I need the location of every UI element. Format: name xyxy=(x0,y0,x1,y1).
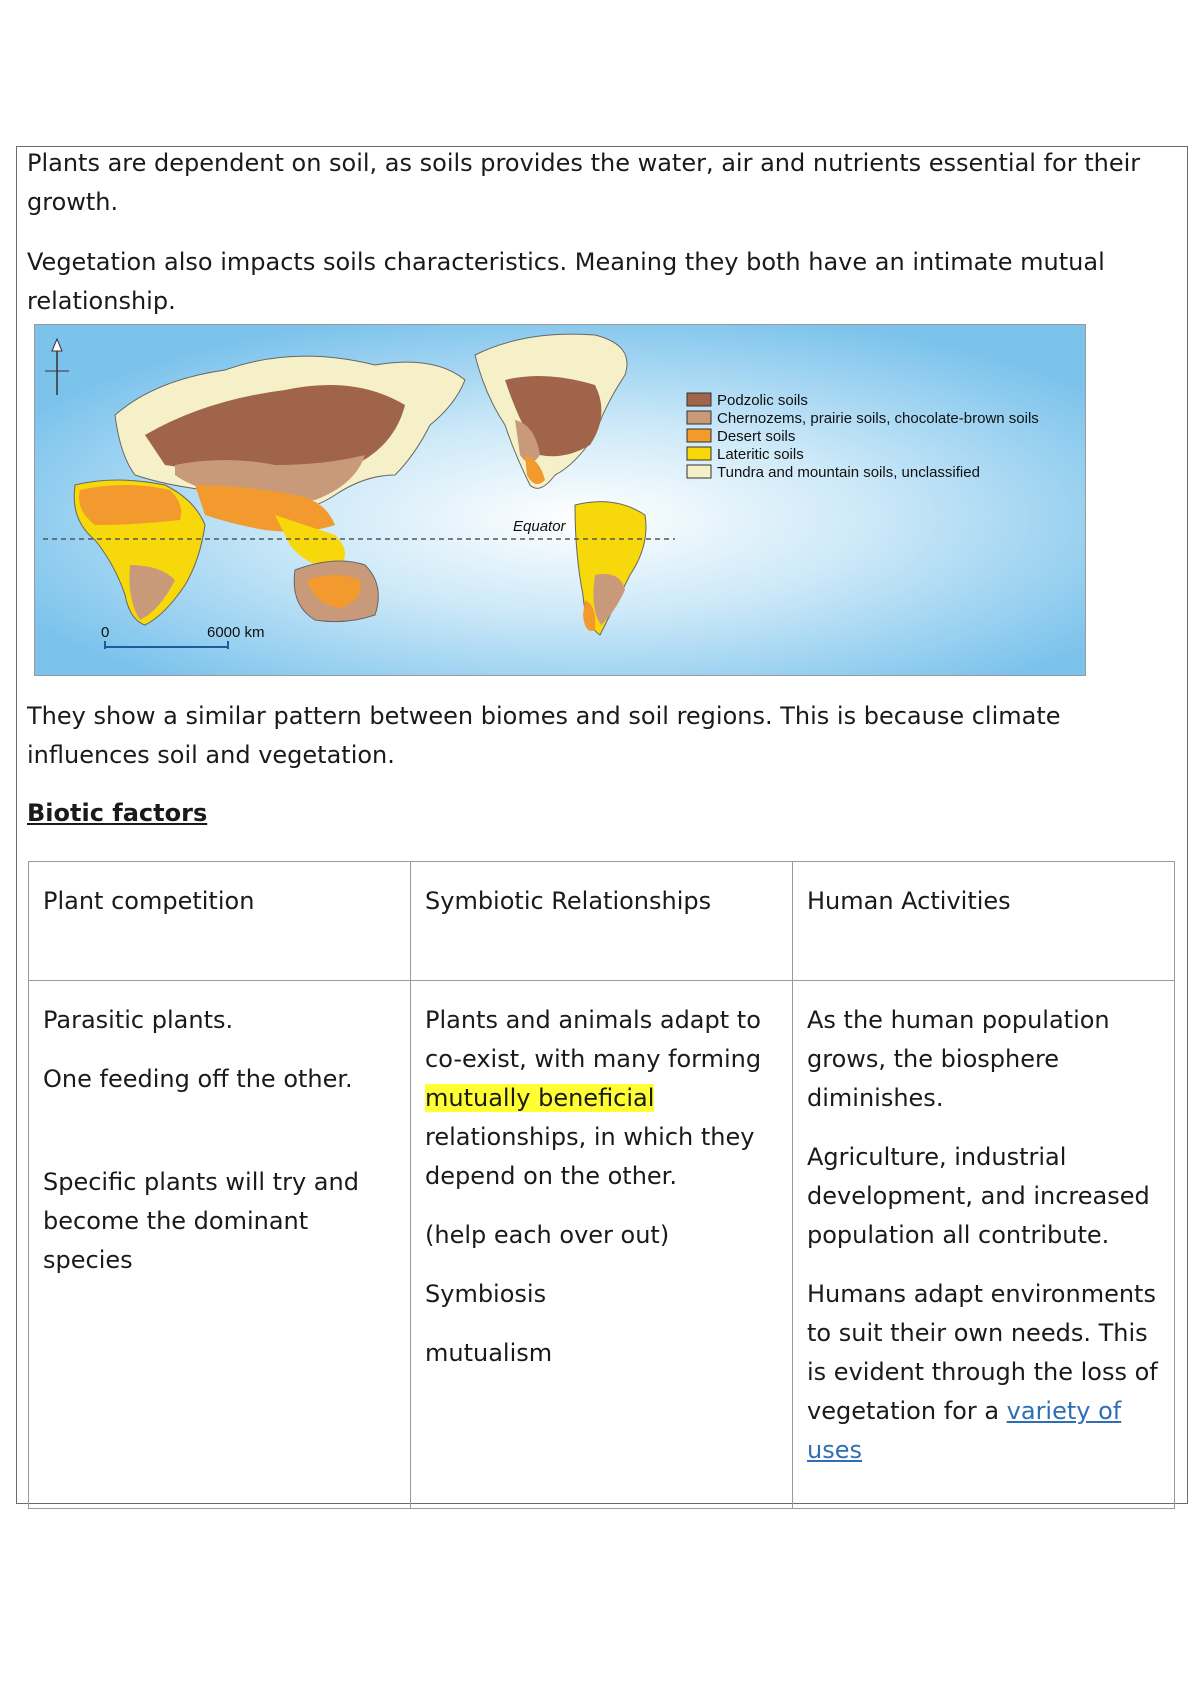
header-symbiotic-relationships: Symbiotic Relationships xyxy=(411,862,793,981)
cell-symbiotic-relationships xyxy=(411,981,793,1509)
cell-text: As the human population grows, the biosphere diminishes. xyxy=(807,1006,1110,1112)
cell-text: One feeding off the other. xyxy=(43,1065,353,1093)
text-segment: Plants and animals adapt to co-exist, with many forming xyxy=(425,1006,762,1073)
cell-text: Parasitic plants. xyxy=(43,1006,234,1034)
cell-text: Agriculture, industrial development, and increased population all contribute. xyxy=(807,1143,1150,1249)
legend-swatch-desert xyxy=(687,429,711,442)
legend-label-podzolic: Podzolic soils xyxy=(717,392,808,409)
table-header-row xyxy=(29,862,1175,981)
table-row xyxy=(29,981,1175,1509)
cell-text: Symbiosis xyxy=(425,1280,547,1308)
world-soil-map xyxy=(34,324,1086,676)
header-plant-competition: Plant competition xyxy=(29,862,411,981)
equator-label: Equator xyxy=(513,518,566,535)
spacer xyxy=(43,1119,396,1163)
intro-paragraph-1: Plants are dependent on soil, as soils provides the water, air and nutrients essential for their growth. xyxy=(27,149,1141,216)
legend-label-lateritic: Lateritic soils xyxy=(717,446,804,463)
legend-swatch-lateritic xyxy=(687,447,711,460)
cell-text: mutualism xyxy=(425,1339,553,1367)
scale-distance-label: 6000 km xyxy=(207,624,265,641)
cell-text-mutual xyxy=(425,1001,778,1196)
biotic-factors-table xyxy=(28,861,1175,1509)
legend-label-tundra: Tundra and mountain soils, unclassified xyxy=(717,464,980,481)
variety-of-uses-link[interactable]: variety of uses xyxy=(807,1397,1122,1464)
intro-paragraph-2: Vegetation also impacts soils characteristics. Meaning they both have an intimate mutual relationship. xyxy=(27,248,1105,315)
cell-human-activities xyxy=(793,981,1175,1509)
highlighted-text: mutually beneficial xyxy=(425,1084,655,1112)
header-human-activities: Human Activities xyxy=(793,862,1175,981)
legend-swatch-tundra xyxy=(687,465,711,478)
legend-swatch-podzolic xyxy=(687,393,711,406)
cell-plant-competition xyxy=(29,981,411,1509)
text-segment: relationships, in which they depend on the other. xyxy=(425,1123,755,1190)
section-heading-biotic: Biotic factors xyxy=(27,799,208,827)
scale-zero-label: 0 xyxy=(101,624,110,641)
cell-text-with-link xyxy=(807,1275,1160,1470)
australia-landmass xyxy=(294,561,378,622)
legend-swatch-chernozems xyxy=(687,411,711,424)
cell-text: (help each over out) xyxy=(425,1221,670,1249)
legend-label-chernozems: Chernozems, prairie soils, chocolate-brown soils xyxy=(717,410,1039,427)
text-segment: Humans adapt environments to suit their own needs. This is evident through the loss of vegetation for a xyxy=(807,1280,1158,1425)
cell-text: Specific plants will try and become the dominant species xyxy=(43,1168,359,1274)
after-map-paragraph: They show a similar pattern between biomes and soil regions. This is because climate influences soil and vegetation. xyxy=(27,702,1061,769)
legend-label-desert: Desert soils xyxy=(717,428,796,445)
